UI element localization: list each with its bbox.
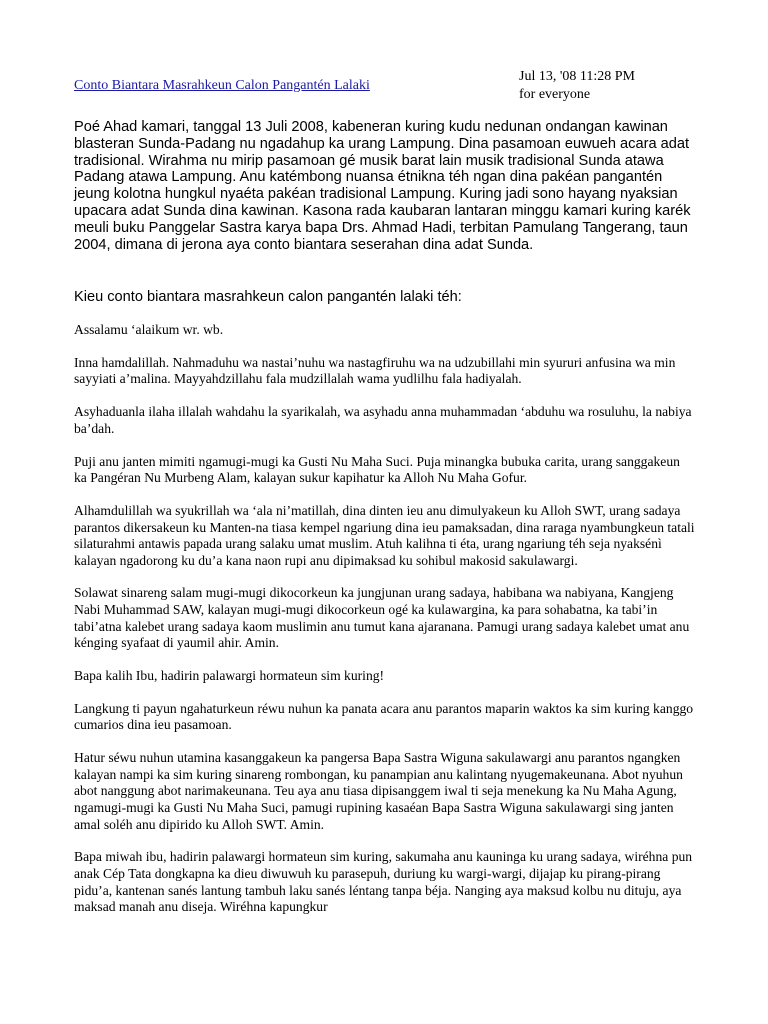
post-audience: for everyone (519, 87, 591, 102)
post-meta (519, 68, 635, 104)
lead-paragraph: Kieu conto biantara masrahkeun calon pangantén lalaki téh: (74, 289, 462, 305)
paragraph-alhamdulillah: Alhamdulillah wa syukrillah wa ‘ala ni’matillah, dina dinten ieu anu dimulyakeun ku Alloh SWT, urang sadaya parantos dikersakeun ku Manten-na tiasa kempel ngariung dina ieu pamaksadan, dina raraga nyambungkeun tatali silaturahmi antawis papada urang salaku umat muslim. Atuh kalihna ti éta, urang ngariung téh seja nyaksénì kalayan ngadorong ku du’a kana naon rupi anu dipimaksad ku sohibul makosid sakulawargi. (74, 502, 695, 568)
post-title-link[interactable]: Conto Biantara Masrahkeun Calon Pangantén Lalaki (74, 78, 370, 93)
paragraph-puji: Puji anu janten mimiti ngamugi-mugi ka Gusti Nu Maha Suci. Puja minangka bubuka carita, urang sanggakeun ka Pangéran Nu Murbeng Alam, kalayan sukur kapihatur ka Alloh Nu Maha Gofur. (74, 453, 680, 486)
paragraph-salam: Assalamu ‘alaikum wr. wb. (74, 322, 224, 337)
post-date: Jul 13, '08 11:28 PM (519, 69, 635, 84)
paragraph-syahadat: Asyhaduanla ilaha illalah wahdahu la syarikalah, wa asyhadu anna muhammadan ‘abduhu wa rosuluhu, la nabiya ba’dah. (74, 404, 692, 436)
paragraph-thanks-host: Langkung ti payun ngahaturkeun réwu nuhun ka panata acara anu parantos maparin waktos ka sim kuring kanggo cumarios dina ieu pasamoan. (74, 700, 694, 733)
paragraph-greeting: Bapa kalih Ibu, hadirin palawargi hormateun sim kuring! (74, 668, 385, 684)
paragraph-purpose: Bapa miwah ibu, hadirin palawargi hormateun sim kuring, sakumaha anu kauninga ku urang sadaya, wiréhna pun anak Cép Tata dongkapna ka dieu diwuwuh ku parasepuh, duriung ku wargi-wargi, dijajap ku pirang-pirang pidu’a, kantenan sanés lantung tambuh laku sanés léntang tanpa béja. Nanging aya maksud kolbu nu dituju, aya maksad manah anu diseja. Wiréhna kapungkur (74, 849, 693, 915)
paragraph-solawat: Solawat sinareng salam mugi-mugi dikocorkeun ka jungjunan urang sadaya, habibana wa nabiyana, Kangjeng Nabi Muhammad SAW, kalayan mugi-mugi dikocorkeun ogé ka kulawargina, ka para sohabatna, ka tabi’in tabi’atna kalebet urang sadaya kaom muslimin anu tumut kana ajaranana. Pamugi urang sadaya kalebet umat anu kénging syafaat di yaumil ahir. Amin. (74, 585, 690, 651)
intro-paragraph: Poé Ahad kamari, tanggal 13 Juli 2008, kabeneran kuring kudu nedunan ondangan kawinan blasteran Sunda-Padang nu ngadahup ka urang Lampung. Dina pasamoan euwueh acara adat tradisional. Wirahma nu mirip pasamoan gé musik barat lain musik tradisional Sunda atawa Padang atawa Lampung. Anu katémbong nuansa étnikna téh ngan dina pakéan pangantén jeung kolotna hungkul nyaéta pakéan tradisional Lampung. Kuring jadi sono hayang nyaksian upacara adat Sunda dina kawinan. Kasona rada kaubaran lantaran minggu kamari kuring karék meuli buku Panggelar Sastra karya bapa Drs. Ahmad Hadi, terbitan Pamulang Tangerang, taun 2004, dimana di jerona aya conto biantara seserahan dina adat Sunda. (74, 119, 691, 253)
speech-body (74, 322, 696, 932)
paragraph-hamdalah: Inna hamdalillah. Nahmaduhu wa nastai’nuhu wa nastagfiruhu wa na udzubillahi min syururi anfusina wa min sayyiati a’malina. Mayyahdzillahu fala mudzillalah wama yudlilhu fala hadiyalah. (74, 354, 676, 387)
paragraph-thanks-family: Hatur séwu nuhun utamina kasanggakeun ka pangersa Bapa Sastra Wiguna sakulawargi anu parantos ngangken kalayan nampi ka sim kuring sinareng rombongan, ku panampian anu kalintang nyugemakeunana. Abot nyuhun abot nanggung abot narimakeunana. Teu aya anu tiasa dipisanggem iwal ti seja menekung ka Nu Maha Agung, ngamugi-mugi ka Gusti Nu Maha Suci, pamugi rupining kasaéan Bapa Sastra Wiguna sakulawargi sing janten amal soléh anu dipirido ku Alloh SWT. Amin. (74, 750, 683, 832)
